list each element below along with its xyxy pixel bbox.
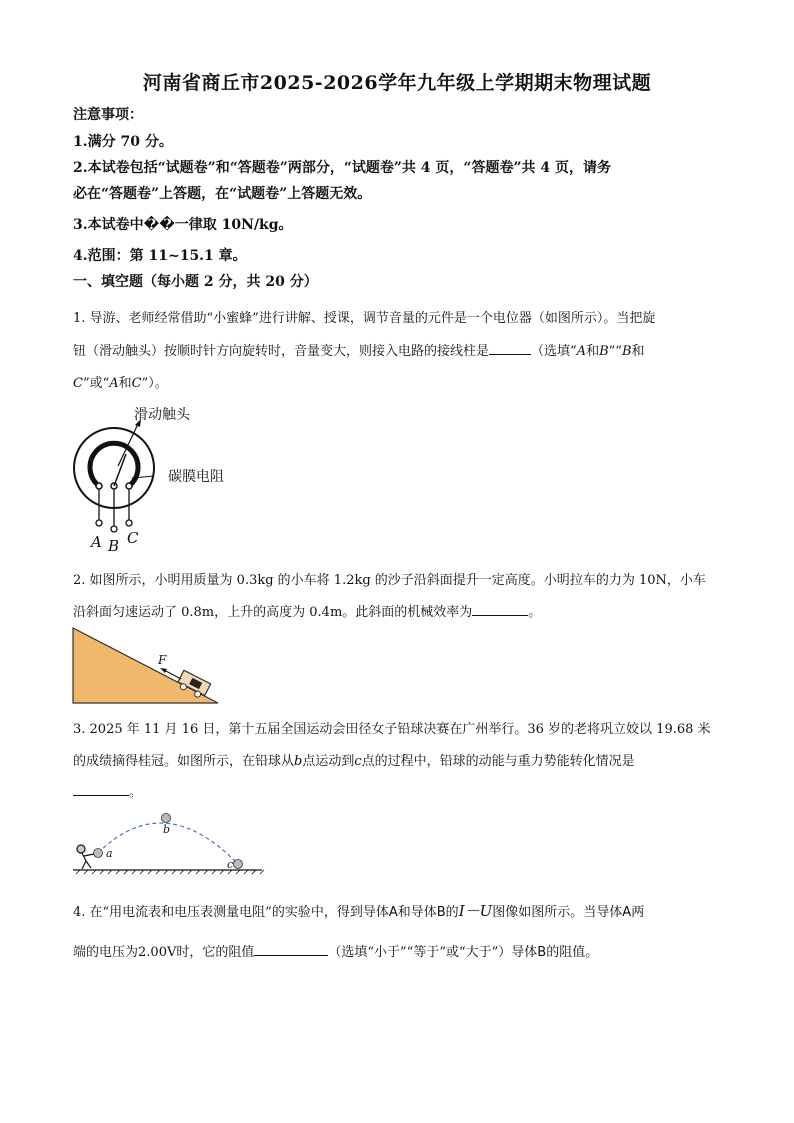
terminal-c-contact <box>126 483 132 489</box>
answer-blank-q2[interactable] <box>472 603 528 616</box>
point-c-label: c <box>227 858 234 871</box>
terminal-c <box>126 520 132 526</box>
question-1-line-1: 1. 导游、老师经常借助“小蜜蜂”进行讲解、授课，调节音量的元件是一个电位器（如图所示）。当把旋 <box>73 311 656 326</box>
section-heading-fill-blank: 一、填空题（每小题 2 分，共 20 分） <box>73 274 318 290</box>
incline-figure <box>72 626 222 708</box>
note-1: 1.满分 70 分。 <box>73 134 173 150</box>
note-4: 4.范围：第 11~15.1 章。 <box>73 248 247 264</box>
answer-blank-q4[interactable] <box>254 943 328 956</box>
terminal-a-contact <box>96 483 102 489</box>
force-arrow-head <box>160 668 167 673</box>
shot-ball-b <box>162 814 171 823</box>
note-2-line-1: 2.本试卷包括“试题卷”和“答题卷”两部分，“试题卷”共 4 页，“答题卷”共 4 页，请务 <box>73 160 612 176</box>
question-1-line-2: 钮（滑动触头）按顺时针方向旋转时，音量变大，则接入电路的接线柱是 （选填“A和B”“B和 <box>73 344 645 359</box>
notes-heading: 注意事项： <box>73 107 143 123</box>
question-2-line-2: 沿斜面匀速运动了 0.8m，上升的高度为 0.4m。此斜面的机械效率为 。 <box>73 605 542 620</box>
carbon-film-arc <box>90 443 138 486</box>
terminal-b-label: B <box>108 537 120 555</box>
athlete-figure <box>77 845 94 869</box>
shot-ball-a <box>94 849 103 858</box>
question-4-line-2: 端的电压为2.00V时，它的阻值 （选填“小于”“等于”或“大于”）导体B的阻值。 <box>73 945 599 960</box>
force-label: F <box>158 653 167 667</box>
terminal-c-label: C <box>127 529 139 547</box>
page-title: 河南省商丘市2025-2026学年九年级上学期期末物理试题 <box>142 72 652 94</box>
question-2-line-1: 2. 如图所示，小明用质量为 0.3kg 的小车将 1.2kg 的沙子沿斜面提升一定高度。小明拉车的力为 10N，小车 <box>73 573 706 588</box>
terminal-a <box>96 520 102 526</box>
point-a-label: a <box>106 847 113 860</box>
note-2-line-2: 必在“答题卷”上答题，在“试题卷”上答题无效。 <box>73 186 372 202</box>
question-3-line-2: 的成绩摘得桂冠。如图所示，在铅球从b点运动到c点的过程中，铅球的动能与重力势能转化情况是 <box>73 754 635 769</box>
shot-ball-c <box>234 860 243 869</box>
terminal-b <box>111 526 117 532</box>
potentiometer-figure <box>66 400 256 560</box>
answer-blank-q1[interactable] <box>489 342 531 355</box>
slider-label: 滑动触头 <box>134 407 190 423</box>
point-b-label: b <box>163 823 171 836</box>
slider-arm <box>114 454 126 486</box>
question-3-line-1: 3. 2025 年 11 月 16 日，第十五届全国运动会田径女子铅球决赛在广州举行。36 岁的老将巩立姣以 19.68 米 <box>73 722 711 737</box>
question-3-line-3: 。 <box>73 781 733 800</box>
terminal-a-label: A <box>91 533 102 551</box>
question-4-line-1: 4. 在“用电流表和电压表测量电阻”的实验中，得到导体A和导体B的I－U图像如图所示。当导体A两 <box>73 902 645 920</box>
carbon-film-label: 碳膜电阻 <box>168 469 224 485</box>
note-3: 3.本试卷中��一律取 10N/kg。 <box>73 217 293 233</box>
question-1-line-3: C”或“A和C”）。 <box>73 376 168 391</box>
shot-put-figure <box>72 806 267 878</box>
answer-blank-q3[interactable] <box>73 783 129 796</box>
